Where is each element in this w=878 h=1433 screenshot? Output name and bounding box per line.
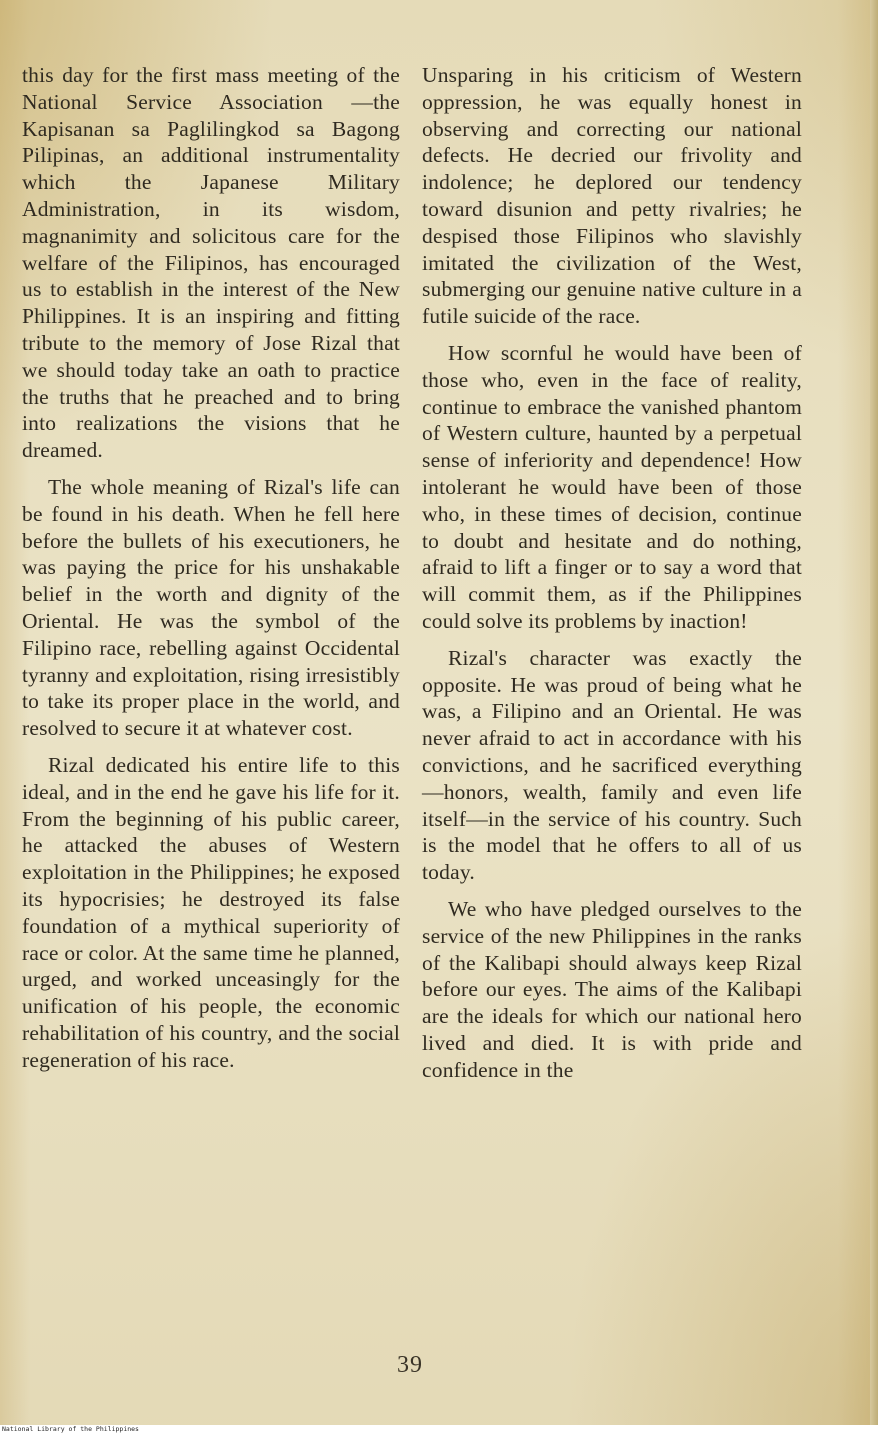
- library-credit: National Library of the Philippines: [2, 1425, 139, 1433]
- left-text-column: [22, 62, 400, 1073]
- right-paragraph-4: We who have pledged ourselves to the service of the new Philippines in the ranks of the Kalibapi should always keep Rizal before our eyes. The aims of the Kalibapi are the ideals for which our national hero lived and died. It is with pride and confidence in the: [422, 896, 802, 1082]
- right-paragraph-3: Rizal's character was exactly the opposite. He was proud of being what he was, a Filipino and an Oriental. He was never afraid to act in accordance with his convictions, and he sacrificed everything —honors, wealth, family and even life itself—in the service of his country. Such is the model that he offers to all of us today.: [422, 645, 802, 885]
- left-paragraph-3: Rizal dedicated his entire life to this ideal, and in the end he gave his life for it. From the beginning of his public career, he attacked the abuses of Western exploitation in the Philippines; he exposed its hypocrisies; he destroyed its false foundation of a mythical superiority of race or color. At the same time he planned, urged, and worked unceasingly for the unification of his people, the economic rehabilitation of his country, and the social regeneration of his race.: [22, 752, 400, 1072]
- left-paragraph-1: this day for the first mass meeting of the National Service Association —the Kapisanan sa Paglilingkod sa Bagong Pilipinas, an additional instrumentality which the Japanese Military Administration, in its wisdom, magnanimity and solicitous care for the welfare of the Filipinos, has encouraged us to establish in the interest of the New Philippines. It is an inspiring and fitting tribute to the memory of Jose Rizal that we should today take an oath to practice the truths that he preached and to bring into realizations the visions that he dreamed.: [22, 63, 400, 463]
- left-paragraph-2: The whole meaning of Rizal's life can be found in his death. When he fell here before the bullets of his executioners, he was paying the price for his unshakable belief in the worth and dignity of the Oriental. He was the symbol of the Filipino race, rebelling against Occidental tyranny and exploitation, rising irresistibly to take its proper place in the world, and resolved to secure it at whatever cost.: [22, 474, 400, 741]
- page-number: 39: [397, 1352, 423, 1378]
- right-paragraph-1: Unsparing in his criticism of Western oppression, he was equally honest in observing and correcting our national defects. He decried our frivolity and indolence; he deplored our tendency toward disunion and petty rivalries; he despised those Filipinos who slavishly imitated the civilization of the West, submerging our genuine native culture in a futile suicide of the race.: [422, 63, 802, 329]
- right-paragraph-2: How scornful he would have been of those who, even in the face of reality, continue to embrace the vanished phantom of Western culture, haunted by a perpetual sense of inferiority and dependence! How intolerant he would have been of those who, in these times of decision, continue to doubt and hesitate and do nothing, afraid to lift a finger or to say a word that will commit them, as if the Philippines could solve its problems by inaction!: [422, 340, 802, 633]
- page-edge-shadow: [870, 0, 878, 1425]
- right-text-column: [422, 62, 802, 1083]
